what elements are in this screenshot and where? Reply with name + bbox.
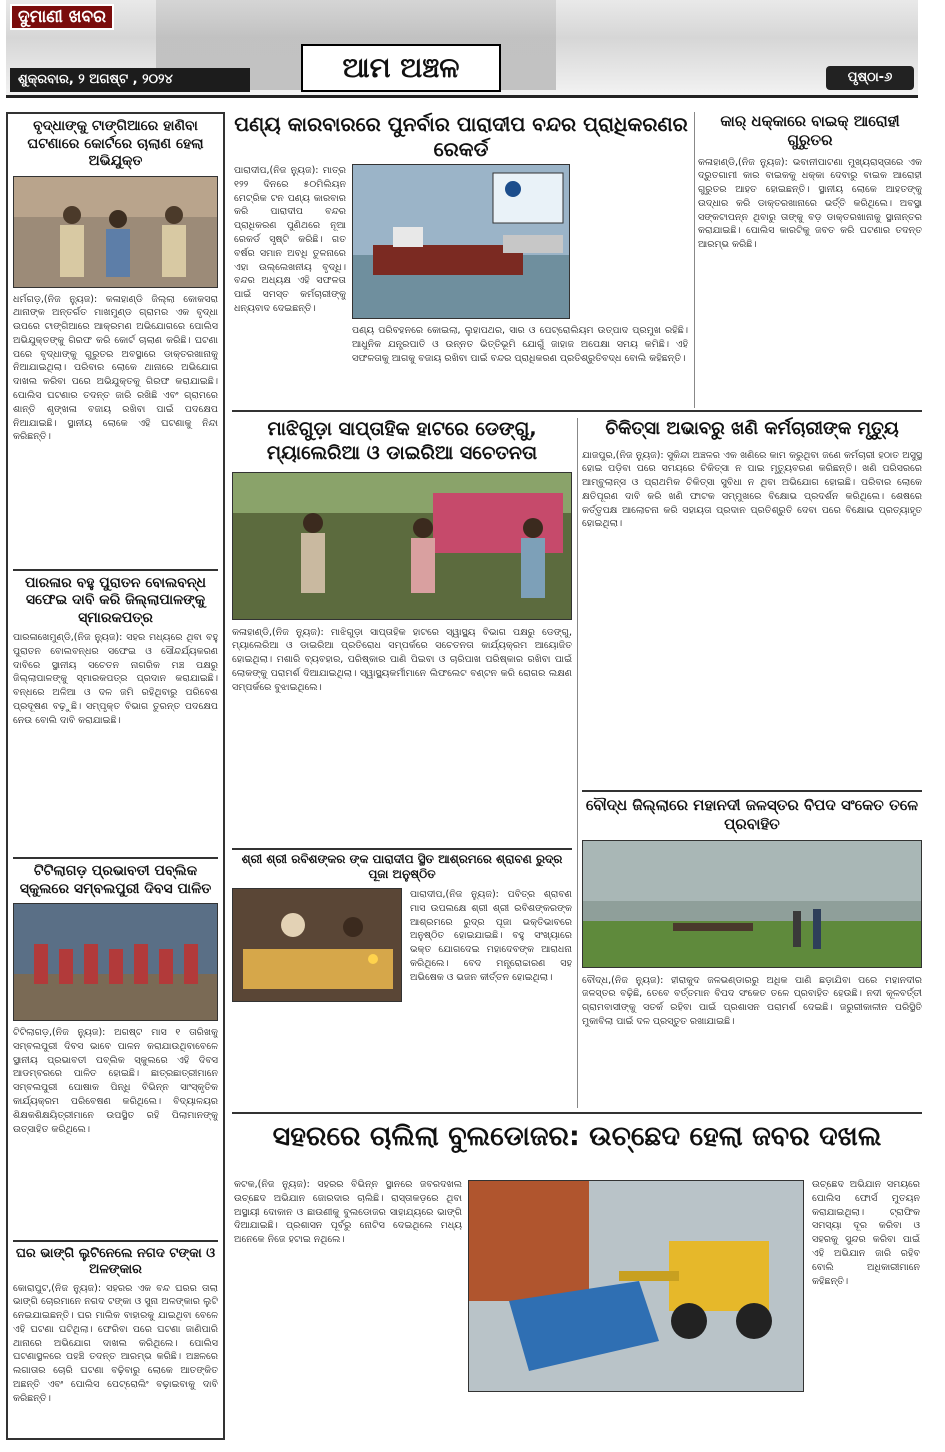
article-headline: ଚିକିତ୍ସା ଅଭାବରୁ ଖଣି କର୍ମଚାରୀଙ୍କ ମୃତ୍ୟୁ xyxy=(605,418,899,439)
article-headline: କାର୍ ଧକ୍କାରେ ବାଇକ୍ ଆରୋହୀ ଗୁରୁତର xyxy=(720,112,900,149)
article-headline: ଘର ଭାଙ୍ଗି ଲୁଟିନେଲେ ନଗଦ ଟଙ୍କା ଓ ଅଳଙ୍କାର xyxy=(15,1246,216,1278)
bulldozer-photo-icon xyxy=(469,1181,804,1392)
article-body: ବୌଦ୍ଧ,(ନିଜ ନ୍ୟୁଜ): ହୀରାକୁଦ ଜଳଭଣ୍ଡାରରୁ ଅଧିକ ପାଣି ଛଡ଼ାଯିବା ପରେ ମହାନଦୀର ଜଳସ୍ତର ବଢ଼ିଛି, ତେବେ ବର୍ତ୍ତମାନ ବିପଦ ସଂକେତ ତଳେ ପ୍ରବାହିତ ହେଉଛି। ନଦୀ କୂଳବର୍ତ୍ତୀ ଗ୍ରାମବାସୀଙ୍କୁ ସତର୍କ ରହିବା ପାଇଁ ପ୍ରଶାସନ ପରାମର୍ଶ ଦେଇଛି। ଜରୁରୀକାଳୀନ ପରିସ୍ଥିତି ମୁକାବିଲା ପାଇଁ ଦଳ ପ୍ରସ୍ତୁତ ରଖାଯାଇଛି। xyxy=(582,974,922,1027)
article-body: ଯାଜପୁର,(ନିଜ ନ୍ୟୁଜ): ସୁକିନ୍ଦା ଅଞ୍ଚଳର ଏକ ଖଣିରେ କାମ କରୁଥିବା ଜଣେ କର୍ମଚାରୀ ହଠାତ ଅସୁସ୍ଥ ହୋଇ ପଡ଼ିବା ପରେ ସମୟରେ ଚିକିତ୍ସା ନ ପାଇ ମୃତ୍ୟୁବରଣ କରିଛନ୍ତି। ଖଣି ପରିସରରେ ଆମ୍ବୁଲାନ୍ସ ଓ ପ୍ରାଥମିକ ଚିକିତ୍ସା ସୁବିଧା ନ ଥିବା ଅଭିଯୋଗ ହୋଇଛି। ପରିବାର ଲୋକେ କ୍ଷତିପୂରଣ ଦାବି କରି ଖଣି ଫାଟକ ସମ୍ମୁଖରେ ବିକ୍ଷୋଭ ପ୍ରଦର୍ଶନ କରିଥିଲେ। ଶେଷରେ କର୍ତ୍ତୃପକ୍ଷ ଆଲୋଚନା କରି ସହାୟତା ପ୍ରଦାନ ପ୍ରତିଶ୍ରୁତି ଦେବା ପରେ ବିକ୍ଷୋଭ ପ୍ରତ୍ୟାହୃତ ହୋଇଥିଲା। xyxy=(582,449,922,530)
newspaper-brand: ଦୁମାଣୀ ଖବର xyxy=(10,4,114,30)
article-body: ଧର୍ମଗଡ଼,(ନିଜ ନ୍ୟୁଜ): କଳାହାଣ୍ଡି ଜିଲ୍ଲା କୋକସରା ଥାନାଙ୍କ ଅନ୍ତର୍ଗତ ମାଖମୁଣ୍ଡ ଗ୍ରାମର ଏକ ବୃଦ୍ଧା ଉପରେ ଟାଙ୍ଗିଆରେ ଆକ୍ରମଣ ଅଭିଯୋଗରେ ପୋଲିସ ଅଭିଯୁକ୍ତଙ୍କୁ ଗିରଫ କରି କୋର୍ଟ ଚାଲାଣ କରିଛି। ଘଟଣା ପରେ ବୃଦ୍ଧାଙ୍କୁ ଗୁରୁତର ଅବସ୍ଥାରେ ଡାକ୍ତରଖାନାକୁ ନିଆଯାଇଥିଲା। ପରିବାର ଲୋକେ ଥାନାରେ ଅଭିଯୋଗ ଦାଖଲ କରିବା ପରେ ଅଭିଯୁକ୍ତକୁ ଗିରଫ କରାଯାଇଛି। ପୋଲିସ ଘଟଣାର ତଦନ୍ତ ଜାରି ରଖିଛି ଏବଂ ଗ୍ରାମରେ ଶାନ୍ତି ଶୃଙ୍ଖଳା ବଜାୟ ରଖିବା ପାଇଁ ପଦକ୍ଷେପ ନିଆଯାଇଛି। ସ୍ଥାନୀୟ ଲୋକେ ଏହି ଘଟଣାକୁ ନିନ୍ଦା କରିଛନ୍ତି। xyxy=(13,293,218,443)
article-sambalpuri-day xyxy=(13,863,218,1236)
divider xyxy=(232,410,922,412)
article-headline: ସହରରେ ଚାଲିଲା ବୁଲଡୋଜର: ଉଚ୍ଛେଦ ହେଲା ଜବର ଦଖଲ xyxy=(272,1121,882,1152)
article-headline: ଶ୍ରୀ ଶ୍ରୀ ରବିଶଙ୍କର ଙ୍କ ପାରାଦୀପ ସ୍ଥିତ ଆଶ୍ରମରେ ଶ୍ରାବଣ ରୁଦ୍ର ପୂଜା ଅନୁଷ୍ଠିତ xyxy=(241,852,563,881)
article-elephant-attack xyxy=(13,118,218,565)
divider xyxy=(13,857,218,859)
issue-date: ଶୁକ୍ରବାର, ୨ ଅଗଷ୍ଟ , ୨୦୨୪ xyxy=(10,68,250,92)
article-body: ପାରଳାଖେମୁଣ୍ଡି,(ନିଜ ନ୍ୟୁଜ): ସହର ମଧ୍ୟରେ ଥିବା ବହୁ ପୁରାତନ ବୋଲବନ୍ଧର ସଫେଇ ଓ ସୌନ୍ଦର୍ଯ୍ୟକରଣ ଦାବିରେ ସ୍ଥାନୀୟ ସଚେତନ ନାଗରିକ ମଞ୍ଚ ପକ୍ଷରୁ ଜିଲ୍ଲାପାଳଙ୍କୁ ସ୍ମାରକପତ୍ର ପ୍ରଦାନ କରାଯାଇଛି। ବନ୍ଧରେ ଅଳିଆ ଓ ଦଳ ଜମି ରହିଥିବାରୁ ପରିବେଶ ପ୍ରଦୂଷଣ ବଢ଼ୁଛି। ସମ୍ପୃକ୍ତ ବିଭାଗ ତୁରନ୍ତ ପଦକ୍ଷେପ ନେଉ ବୋଲି ଦାବି କରାଯାଇଛି। xyxy=(13,632,218,726)
students-photo-icon xyxy=(14,904,218,1021)
article-body: କଳାହାଣ୍ଡି,(ନିଜ ନ୍ୟୁଜ): ମାଝିଗୁଡ଼ା ସାପ୍ତାହିକ ହାଟରେ ସ୍ୱାସ୍ଥ୍ୟ ବିଭାଗ ପକ୍ଷରୁ ଡେଙ୍ଗୁ, ମ୍ୟାଲେରିଆ ଓ ଡାଇରିଆ ପ୍ରତିରୋଧ ସମ୍ପର୍କରେ ସଚେତନତା କାର୍ଯ୍ୟକ୍ରମ ଆୟୋଜିତ ହୋଇଥିଲା। ମଶାରି ବ୍ୟବହାର, ପରିଷ୍କାର ପାଣି ପିଇବା ଓ ଚାରିପାଖ ପରିଷ୍କାର ରଖିବା ପାଇଁ ଲୋକଙ୍କୁ ପରାମର୍ଶ ଦିଆଯାଇଥିଲା। ସ୍ୱାସ୍ଥ୍ୟକର୍ମୀମାନେ ଲିଫଲେଟ ବଣ୍ଟନ କରି ରୋଗର ଲକ୍ଷଣ ସମ୍ପର୍କରେ ବୁଝାଇଥିଲେ। xyxy=(232,626,572,693)
article-photo xyxy=(232,472,572,620)
puja-ceremony-photo-icon xyxy=(233,889,402,1002)
article-headline: ବୃଦ୍ଧାଙ୍କୁ ଟାଙ୍ଗିଆରେ ହାଣିବା ଘଟଣାରେ କୋର୍ଟରେ ଚାଲାଣ ହେଲା ଅଭିଯୁକ୍ତ xyxy=(27,118,204,169)
divider xyxy=(694,112,695,408)
article-photo xyxy=(13,903,218,1021)
article-photo xyxy=(13,176,218,288)
article-body: କୋରାପୁଟ,(ନିଜ ନ୍ୟୁଜ): ସହରର ଏକ ବନ୍ଦ ଘରର ତାଲା ଭାଙ୍ଗି ଚୋରମାନେ ନଗଦ ଟଙ୍କା ଓ ସୁନା ଅଳଙ୍କାର ଲୁଟି ନେଇଯାଇଛନ୍ତି। ଘର ମାଲିକ ବାହାରକୁ ଯାଇଥିବା ବେଳେ ଏହି ଘଟଣା ଘଟିଥିଲା। ଫେରିବା ପରେ ଘଟଣା ଜାଣିପାରି ଥାନାରେ ଅଭିଯୋଗ ଦାଖଲ କରିଥିଲେ। ପୋଲିସ ଘଟଣାସ୍ଥଳରେ ପହଞ୍ଚି ତଦନ୍ତ ଆରମ୍ଭ କରିଛି। ଅଞ୍ଚଳରେ ଲଗାତାର ଚୋରି ଘଟଣା ବଢ଼ିବାରୁ ଲୋକେ ଆତଙ୍କିତ ଅଛନ୍ତି ଏବଂ ପୋଲିସ ପେଟ୍ରୋଲିଂ ବଢ଼ାଇବାକୁ ଦାବି କରିଛନ୍ତି। xyxy=(13,1282,218,1404)
article-body: ଟିଟିଲାଗଡ଼,(ନିଜ ନ୍ୟୁଜ): ଅଗଷ୍ଟ ମାସ ୧ ତାରିଖକୁ ସମ୍ବଲପୁରୀ ଦିବସ ଭାବେ ପାଳନ କରାଯାଉଥିବାବେଳେ ସ୍ଥାନୀୟ ପ୍ରଭାବତୀ ପବ୍ଲିକ ସ୍କୁଲରେ ଏହି ଦିବସ ଆଡମ୍ବରରେ ପାଳିତ ହୋଇଛି। ଛାତ୍ରଛାତ୍ରୀମାନେ ସମ୍ବଲପୁରୀ ପୋଷାକ ପିନ୍ଧି ବିଭିନ୍ନ ସାଂସ୍କୃତିକ କାର୍ଯ୍ୟକ୍ରମ ପରିବେଷଣ କରିଥିଲେ। ବିଦ୍ୟାଳୟର ଶିକ୍ଷକଶିକ୍ଷୟିତ୍ରୀମାନେ ଉପସ୍ଥିତ ରହି ପିଲାମାନଙ୍କୁ ଉତ୍ସାହିତ କରିଥିଲେ। xyxy=(13,1027,218,1135)
article-photo xyxy=(232,888,402,1002)
article-photo xyxy=(352,164,570,319)
left-column xyxy=(6,112,225,1440)
divider xyxy=(232,848,572,850)
masthead xyxy=(6,0,918,98)
market-awareness-photo-icon xyxy=(233,473,571,620)
article-bulldozer-eviction xyxy=(232,1120,922,1287)
divider xyxy=(13,1240,218,1242)
article-mine-worker-death xyxy=(582,418,922,771)
divider xyxy=(13,569,218,571)
article-headline: ବୌଦ୍ଧ ଜିଲ୍ଲାରେ ମହାନଦୀ ଜଳସ୍ତର ବିପଦ ସଂକେତ ତଳେ ପ୍ରବାହିତ xyxy=(585,796,919,833)
river-flood-photo-icon xyxy=(583,841,921,968)
article-photo xyxy=(582,840,922,968)
article-headline: ଟିଟିଲାଗଡ଼ ପ୍ରଭାବତୀ ପବ୍ଲିକ ସ୍କୁଲରେ ସମ୍ବଲପୁରୀ ଦିବସ ପାଳିତ xyxy=(19,863,212,897)
article-car-crash xyxy=(698,112,922,408)
cargo-ship-photo-icon xyxy=(353,165,570,319)
article-body: କଳାହାଣ୍ଡି,(ନିଜ ନ୍ୟୁଜ): ଭବାନୀପାଟଣା ମୁଖ୍ୟରାସ୍ତାରେ ଏକ ଦ୍ରୁତଗାମୀ କାର ବାଇକକୁ ଧକ୍କା ଦେବାରୁ ବାଇକ ଆରୋହୀ ଗୁରୁତର ଆହତ ହୋଇଛନ୍ତି। ସ୍ଥାନୀୟ ଲୋକେ ଆହତଙ୍କୁ ଉଦ୍ଧାର କରି ଡାକ୍ତରଖାନାରେ ଭର୍ତ୍ତି କରିଥିଲେ। ଅବସ୍ଥା ସଙ୍କଟାପନ୍ନ ଥିବାରୁ ତାଙ୍କୁ ବଡ଼ ଡାକ୍ତରଖାନାକୁ ସ୍ଥାନାନ୍ତର କରାଯାଇଛି। ପୋଲିସ କାରଟିକୁ ଜବତ କରି ଘଟଣାର ତଦନ୍ତ ଆରମ୍ଭ କରିଛି। xyxy=(698,156,922,251)
article-photo xyxy=(468,1180,804,1392)
article-paradip-record xyxy=(232,112,690,364)
article-body: କଟକ,(ନିଜ ନ୍ୟୁଜ): ସହରର ବିଭିନ୍ନ ସ୍ଥାନରେ ଜବରଦଖଲ ଉଚ୍ଛେଦ ଅଭିଯାନ ଜୋରଦାର ଚାଲିଛି। ରାସ୍ତାକଡ଼ରେ ଥିବା ଅସ୍ଥାୟୀ ଦୋକାନ ଓ ଛାଉଣୀକୁ ବୁଲଡୋଜର ସାହାଯ୍ୟରେ ଭାଙ୍ଗି ଦିଆଯାଇଛି। ପ୍ରଶାସନ ପୂର୍ବରୁ ନୋଟିସ ଦେଇଥିଲେ ମଧ୍ୟ ଅନେକେ ନିଜେ ହଟାଇ ନଥିଲେ। xyxy=(234,1179,462,1246)
article-headline: ପଣ୍ୟ କାରବାରରେ ପୁନର୍ବାର ପାରାଦୀପ ବନ୍ଦର ପ୍ରାଧିକରଣର ରେକର୍ଡ xyxy=(234,112,688,161)
article-body: ପାରାଦୀପ,(ନିଜ ନ୍ୟୁଜ): ମାତ୍ର ୧୨୨ ଦିନରେ ୫୦ମିଲିୟନ ମେଟ୍ରିକ ଟନ ପଣ୍ୟ କାରବାର କରି ପାରାଦୀପ ବନ୍ଦର ପ୍ରାଧିକରଣ ପୁଣିଥରେ ନୂଆ ରେକର୍ଡ ସୃଷ୍ଟି କରିଛି। ଗତ ବର୍ଷର ସମାନ ଅବଧି ତୁଳନାରେ ଏହା ଉଲ୍ଲେଖନୀୟ ବୃଦ୍ଧି। ବନ୍ଦର ଅଧ୍ୟକ୍ଷ ଏହି ସଫଳତା ପାଇଁ ସମସ୍ତ କର୍ମଚାରୀଙ୍କୁ ଧନ୍ୟବାଦ ଦେଇଛନ୍ତି। xyxy=(234,165,346,314)
article-headline: ପାରଳାର ବହୁ ପୁରାତନ ବୋଲବନ୍ଧ ସଫେଇ ଦାବି କରି ଜିଲ୍ଲାପାଳଙ୍କୁ ସ୍ମାରକପତ୍ର xyxy=(25,574,206,626)
police-photo-icon xyxy=(14,177,218,288)
article-headline: ମାଝିଗୁଡ଼ା ସାପ୍ତାହିକ ହାଟରେ ଡେଙ୍ଗୁ, ମ୍ୟାଲେରିଆ ଓ ଡାଇରିଆ ସଚେତନତା xyxy=(266,418,538,464)
divider xyxy=(577,418,578,1108)
article-body: ଉଚ୍ଛେଦ ଅଭିଯାନ ସମୟରେ ପୋଲିସ ଫୋର୍ସ ମୁତୟନ କରାଯାଇଥିଲା। ଟ୍ରାଫିକ ସମସ୍ୟା ଦୂର କରିବା ଓ ସହରକୁ ସୁନ୍ଦର କରିବା ପାଇଁ ଏହି ଅଭିଯାନ ଜାରି ରହିବ ବୋଲି ଅଧିକାରୀମାନେ କହିଛନ୍ତି। xyxy=(812,1179,920,1287)
section-title: ଆମ ଅଞ୍ଚଳ xyxy=(301,44,501,92)
divider xyxy=(232,1112,922,1114)
page-number: ପୃଷ୍ଠା-୬ xyxy=(826,66,914,90)
article-rudra-puja xyxy=(232,852,572,1120)
article-mahanadi-flood xyxy=(582,796,922,1122)
article-bolabandh xyxy=(13,575,218,854)
article-body: ପାରାଦୀପ,(ନିଜ ନ୍ୟୁଜ): ପବିତ୍ର ଶ୍ରାବଣ ମାସ ଉପଲକ୍ଷେ ଶ୍ରୀ ଶ୍ରୀ ରବିଶଙ୍କରଙ୍କ ଆଶ୍ରମରେ ରୁଦ୍ର ପୂଜା ଭକ୍ତିଭାବରେ ଅନୁଷ୍ଠିତ ହୋଇଯାଇଛି। ବହୁ ସଂଖ୍ୟାରେ ଭକ୍ତ ଯୋଗଦେଇ ମହାଦେବଙ୍କ ଆରାଧନା କରିଥିଲେ। ବେଦ ମନ୍ତ୍ରୋଚ୍ଚାରଣ ସହ ଅଭିଷେକ ଓ ଭଜନ କୀର୍ତ୍ତନ ହୋଇଥିଲା। xyxy=(410,889,572,983)
article-house-burglary xyxy=(13,1246,218,1452)
article-majhiguda-health xyxy=(232,418,572,826)
article-body: ପଣ୍ୟ ପରିବହନରେ କୋଇଲା, ଲୁହାପଥର, ସାର ଓ ପେଟ୍ରୋଲିୟମ ଉତ୍ପାଦ ପ୍ରମୁଖ ରହିଛି। ଆଧୁନିକ ଯନ୍ତ୍ରପାତି ଓ ଉନ୍ନତ ଭିତ୍ତିଭୂମି ଯୋଗୁଁ ଜାହାଜ ଅପେକ୍ଷା ସମୟ କମିଛି। ଏହି ସଫଳତାକୁ ଆଗକୁ ବଜାୟ ରଖିବା ପାଇଁ ବନ୍ଦର ପ୍ରାଧିକରଣ ପ୍ରତିଶ୍ରୁତିବଦ୍ଧ ବୋଲି କହିଛନ୍ତି। xyxy=(352,325,688,364)
divider xyxy=(582,790,922,792)
